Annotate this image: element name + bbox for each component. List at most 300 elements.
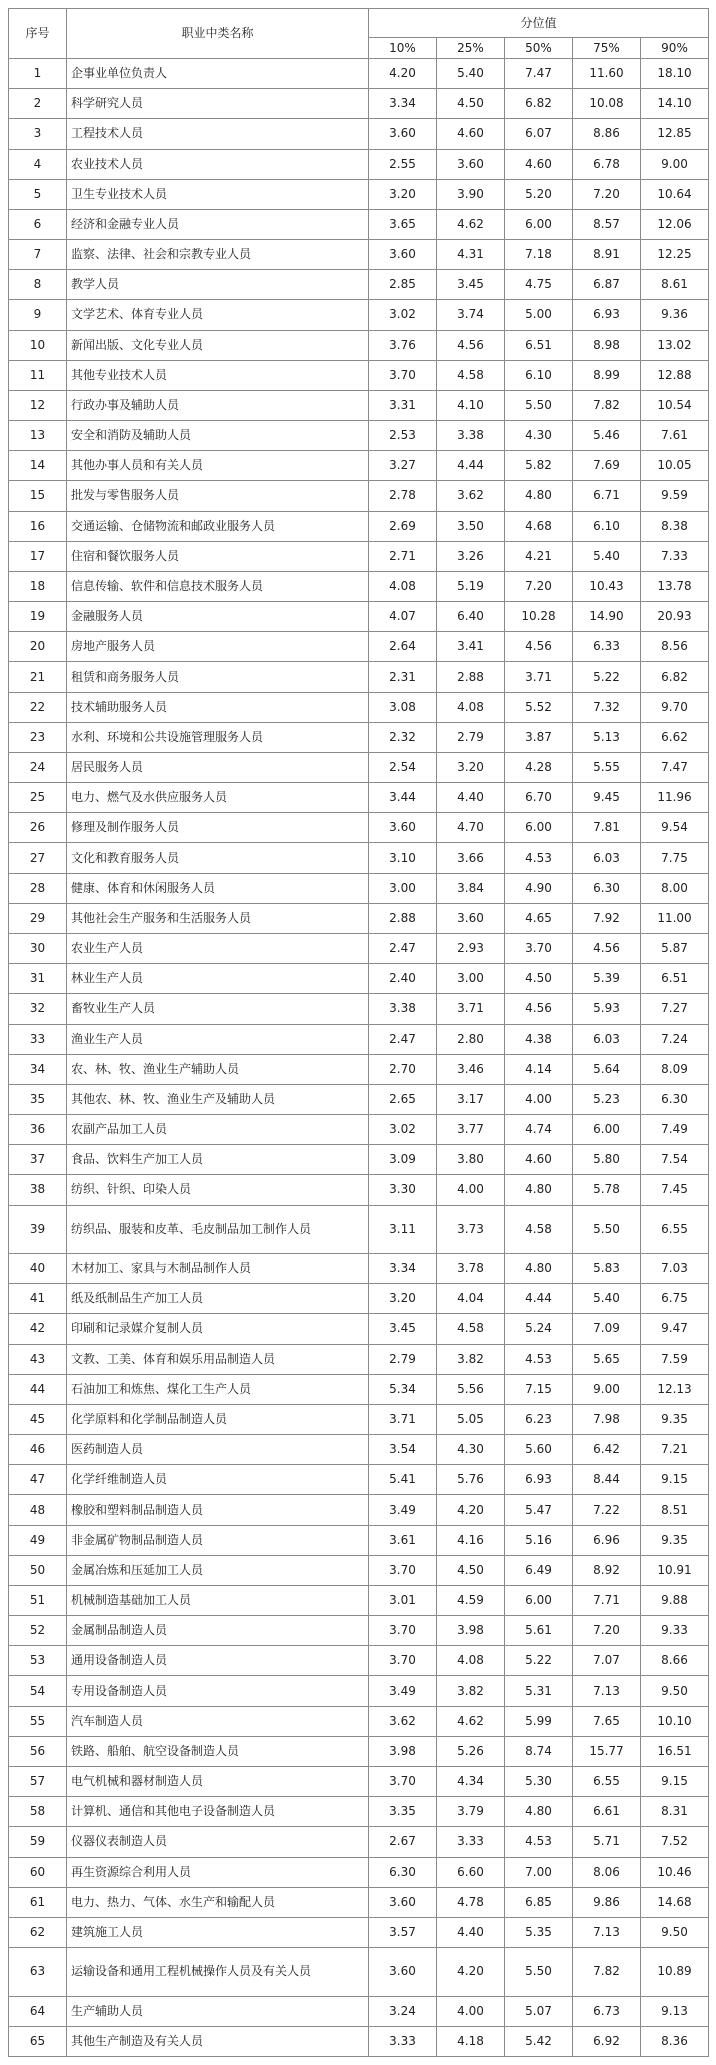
- percentile-value: 4.62: [437, 209, 505, 239]
- percentile-value: 5.07: [505, 1996, 573, 2026]
- percentile-value: 6.55: [641, 1205, 709, 1254]
- occupation-name: 其他农、林、牧、渔业生产及辅助人员: [67, 1084, 369, 1114]
- table-row: [9, 1254, 709, 1284]
- table-row: [9, 451, 709, 481]
- percentile-value: 5.55: [573, 752, 641, 782]
- occupation-name: 渔业生产人员: [67, 1024, 369, 1054]
- percentile-value: 5.60: [505, 1435, 573, 1465]
- percentile-value: 4.78: [437, 1887, 505, 1917]
- table-row: [9, 1054, 709, 1084]
- percentile-value: 6.49: [505, 1555, 573, 1585]
- percentile-value: 6.92: [573, 2026, 641, 2056]
- percentile-value: 4.60: [437, 119, 505, 149]
- percentile-value: 4.68: [505, 511, 573, 541]
- percentile-value: 6.00: [573, 1115, 641, 1145]
- percentile-value: 14.68: [641, 1887, 709, 1917]
- percentile-value: 6.10: [573, 511, 641, 541]
- percentile-value: 8.74: [505, 1736, 573, 1766]
- percentile-value: 2.54: [369, 752, 437, 782]
- table-row: [9, 783, 709, 813]
- percentile-value: 4.20: [437, 1495, 505, 1525]
- percentile-value: 5.34: [369, 1374, 437, 1404]
- percentile-value: 3.73: [437, 1205, 505, 1254]
- percentile-value: 4.58: [437, 1314, 505, 1344]
- percentile-value: 6.30: [573, 873, 641, 903]
- row-index: 12: [9, 390, 67, 420]
- row-index: 10: [9, 330, 67, 360]
- percentile-value: 4.80: [505, 481, 573, 511]
- percentile-value: 3.60: [369, 813, 437, 843]
- row-index: 58: [9, 1797, 67, 1827]
- percentile-value: 3.98: [437, 1616, 505, 1646]
- percentile-value: 3.08: [369, 692, 437, 722]
- percentile-value: 6.30: [369, 1857, 437, 1887]
- percentile-value: 3.02: [369, 1115, 437, 1145]
- header-percentile: 90%: [641, 38, 709, 59]
- percentile-value: 4.28: [505, 752, 573, 782]
- table-row: [9, 1145, 709, 1175]
- percentile-value: 9.15: [641, 1766, 709, 1796]
- occupation-name: 金属制品制造人员: [67, 1616, 369, 1646]
- percentile-value: 2.93: [437, 933, 505, 963]
- percentile-value: 7.24: [641, 1024, 709, 1054]
- row-index: 62: [9, 1917, 67, 1947]
- table-row: [9, 602, 709, 632]
- percentile-value: 4.80: [505, 1175, 573, 1205]
- percentile-value: 3.34: [369, 1254, 437, 1284]
- percentile-value: 4.50: [437, 1555, 505, 1585]
- percentile-value: 7.75: [641, 843, 709, 873]
- percentile-table: [8, 8, 709, 2057]
- percentile-value: 7.81: [573, 813, 641, 843]
- percentile-value: 12.13: [641, 1374, 709, 1404]
- percentile-value: 6.73: [573, 1996, 641, 2026]
- percentile-value: 5.35: [505, 1917, 573, 1947]
- percentile-value: 6.30: [641, 1084, 709, 1114]
- occupation-name: 安全和消防及辅助人员: [67, 421, 369, 451]
- percentile-value: 4.40: [437, 783, 505, 813]
- percentile-value: 6.00: [505, 1585, 573, 1615]
- percentile-value: 7.20: [573, 1616, 641, 1646]
- table-row: [9, 481, 709, 511]
- percentile-value: 8.61: [641, 270, 709, 300]
- percentile-value: 8.36: [641, 2026, 709, 2056]
- table-row: [9, 1917, 709, 1947]
- occupation-name: 农业生产人员: [67, 933, 369, 963]
- occupation-name: 企事业单位负责人: [67, 59, 369, 89]
- percentile-value: 5.00: [505, 300, 573, 330]
- occupation-name: 电气机械和器材制造人员: [67, 1766, 369, 1796]
- occupation-name: 卫生专业技术人员: [67, 179, 369, 209]
- percentile-value: 4.62: [437, 1706, 505, 1736]
- percentile-value: 4.08: [437, 692, 505, 722]
- percentile-value: 5.40: [437, 59, 505, 89]
- occupation-name: 化学原料和化学制品制造人员: [67, 1404, 369, 1434]
- percentile-value: 10.10: [641, 1706, 709, 1736]
- percentile-value: 2.69: [369, 511, 437, 541]
- occupation-name: 文学艺术、体育专业人员: [67, 300, 369, 330]
- percentile-value: 6.23: [505, 1404, 573, 1434]
- percentile-value: 3.01: [369, 1585, 437, 1615]
- row-index: 48: [9, 1495, 67, 1525]
- percentile-value: 4.56: [573, 933, 641, 963]
- occupation-name: 通用设备制造人员: [67, 1646, 369, 1676]
- percentile-value: 5.93: [573, 994, 641, 1024]
- percentile-value: 3.71: [505, 662, 573, 692]
- percentile-value: 3.60: [437, 903, 505, 933]
- row-index: 53: [9, 1646, 67, 1676]
- percentile-value: 7.45: [641, 1175, 709, 1205]
- percentile-value: 4.53: [505, 1344, 573, 1374]
- percentile-value: 8.51: [641, 1495, 709, 1525]
- percentile-value: 20.93: [641, 602, 709, 632]
- percentile-value: 3.17: [437, 1084, 505, 1114]
- row-index: 50: [9, 1555, 67, 1585]
- percentile-value: 8.66: [641, 1646, 709, 1676]
- percentile-value: 5.78: [573, 1175, 641, 1205]
- percentile-value: 3.20: [437, 752, 505, 782]
- percentile-value: 3.61: [369, 1525, 437, 1555]
- percentile-value: 4.20: [369, 59, 437, 89]
- table-row: [9, 1948, 709, 1997]
- percentile-value: 7.52: [641, 1827, 709, 1857]
- header-percentile-group: 分位值: [369, 9, 709, 38]
- row-index: 25: [9, 783, 67, 813]
- percentile-value: 3.38: [369, 994, 437, 1024]
- percentile-value: 4.18: [437, 2026, 505, 2056]
- percentile-value: 3.41: [437, 632, 505, 662]
- table-row: [9, 421, 709, 451]
- percentile-value: 5.22: [505, 1646, 573, 1676]
- occupation-name: 印刷和记录媒介复制人员: [67, 1314, 369, 1344]
- percentile-value: 5.40: [573, 1284, 641, 1314]
- percentile-value: 2.32: [369, 722, 437, 752]
- occupation-name: 其他生产制造及有关人员: [67, 2026, 369, 2056]
- percentile-value: 5.50: [505, 390, 573, 420]
- percentile-value: 8.57: [573, 209, 641, 239]
- percentile-value: 2.64: [369, 632, 437, 662]
- occupation-name: 计算机、通信和其他电子设备制造人员: [67, 1797, 369, 1827]
- percentile-value: 3.71: [437, 994, 505, 1024]
- percentile-value: 8.09: [641, 1054, 709, 1084]
- row-index: 42: [9, 1314, 67, 1344]
- percentile-value: 3.70: [369, 1555, 437, 1585]
- percentile-value: 7.20: [573, 179, 641, 209]
- row-index: 63: [9, 1948, 67, 1997]
- percentile-value: 10.28: [505, 602, 573, 632]
- percentile-value: 5.61: [505, 1616, 573, 1646]
- percentile-value: 6.55: [573, 1766, 641, 1796]
- percentile-value: 5.16: [505, 1525, 573, 1555]
- occupation-name: 电力、燃气及水供应服务人员: [67, 783, 369, 813]
- percentile-value: 10.54: [641, 390, 709, 420]
- percentile-value: 3.76: [369, 330, 437, 360]
- percentile-value: 4.80: [505, 1254, 573, 1284]
- percentile-value: 5.42: [505, 2026, 573, 2056]
- occupation-name: 金属冶炼和压延加工人员: [67, 1555, 369, 1585]
- occupation-name: 文教、工美、体育和娱乐用品制造人员: [67, 1344, 369, 1374]
- percentile-value: 3.38: [437, 421, 505, 451]
- table-row: [9, 1344, 709, 1374]
- table-row: [9, 1857, 709, 1887]
- table-row: [9, 1404, 709, 1434]
- percentile-value: 4.44: [505, 1284, 573, 1314]
- occupation-name: 建筑施工人员: [67, 1917, 369, 1947]
- percentile-value: 7.82: [573, 1948, 641, 1997]
- table-row: [9, 89, 709, 119]
- percentile-value: 4.70: [437, 813, 505, 843]
- percentile-value: 2.40: [369, 964, 437, 994]
- percentile-value: 6.07: [505, 119, 573, 149]
- percentile-value: 10.08: [573, 89, 641, 119]
- table-row: [9, 1525, 709, 1555]
- percentile-value: 3.90: [437, 179, 505, 209]
- percentile-value: 4.53: [505, 1827, 573, 1857]
- percentile-value: 7.27: [641, 994, 709, 1024]
- percentile-value: 4.30: [505, 421, 573, 451]
- percentile-value: 5.82: [505, 451, 573, 481]
- row-index: 57: [9, 1766, 67, 1796]
- percentile-value: 5.65: [573, 1344, 641, 1374]
- occupation-name: 电力、热力、气体、水生产和输配人员: [67, 1887, 369, 1917]
- table-row: [9, 752, 709, 782]
- percentile-value: 2.79: [369, 1344, 437, 1374]
- percentile-value: 4.10: [437, 390, 505, 420]
- percentile-value: 14.90: [573, 602, 641, 632]
- occupation-name: 批发与零售服务人员: [67, 481, 369, 511]
- percentile-value: 7.47: [505, 59, 573, 89]
- percentile-value: 9.47: [641, 1314, 709, 1344]
- table-row: [9, 1084, 709, 1114]
- percentile-value: 8.91: [573, 240, 641, 270]
- percentile-value: 3.84: [437, 873, 505, 903]
- row-index: 31: [9, 964, 67, 994]
- percentile-value: 3.82: [437, 1676, 505, 1706]
- row-index: 33: [9, 1024, 67, 1054]
- percentile-value: 4.08: [369, 571, 437, 601]
- table-row: [9, 1736, 709, 1766]
- percentile-value: 10.05: [641, 451, 709, 481]
- occupation-name: 纺织、针织、印染人员: [67, 1175, 369, 1205]
- row-index: 6: [9, 209, 67, 239]
- percentile-value: 5.31: [505, 1676, 573, 1706]
- row-index: 3: [9, 119, 67, 149]
- table-row: [9, 1706, 709, 1736]
- percentile-value: 6.85: [505, 1887, 573, 1917]
- row-index: 34: [9, 1054, 67, 1084]
- percentile-value: 6.40: [437, 602, 505, 632]
- percentile-value: 2.70: [369, 1054, 437, 1084]
- row-index: 41: [9, 1284, 67, 1314]
- percentile-value: 5.80: [573, 1145, 641, 1175]
- percentile-value: 7.69: [573, 451, 641, 481]
- row-index: 39: [9, 1205, 67, 1254]
- percentile-value: 4.38: [505, 1024, 573, 1054]
- row-index: 27: [9, 843, 67, 873]
- table-row: [9, 873, 709, 903]
- percentile-value: 10.43: [573, 571, 641, 601]
- percentile-value: 12.06: [641, 209, 709, 239]
- percentile-value: 3.82: [437, 1344, 505, 1374]
- percentile-value: 9.13: [641, 1996, 709, 2026]
- percentile-value: 7.61: [641, 421, 709, 451]
- percentile-value: 10.46: [641, 1857, 709, 1887]
- table-row: [9, 240, 709, 270]
- percentile-value: 4.16: [437, 1525, 505, 1555]
- percentile-value: 3.10: [369, 843, 437, 873]
- occupation-name: 经济和金融专业人员: [67, 209, 369, 239]
- percentile-value: 3.65: [369, 209, 437, 239]
- row-index: 36: [9, 1115, 67, 1145]
- row-index: 47: [9, 1465, 67, 1495]
- occupation-name: 金融服务人员: [67, 602, 369, 632]
- occupation-name: 住宿和餐饮服务人员: [67, 541, 369, 571]
- row-index: 44: [9, 1374, 67, 1404]
- percentile-value: 3.11: [369, 1205, 437, 1254]
- percentile-value: 9.35: [641, 1404, 709, 1434]
- percentile-value: 4.30: [437, 1435, 505, 1465]
- percentile-value: 12.88: [641, 360, 709, 390]
- row-index: 38: [9, 1175, 67, 1205]
- row-index: 46: [9, 1435, 67, 1465]
- percentile-value: 2.55: [369, 149, 437, 179]
- percentile-value: 4.20: [437, 1948, 505, 1997]
- table-row: [9, 149, 709, 179]
- percentile-value: 6.70: [505, 783, 573, 813]
- occupation-name: 再生资源综合利用人员: [67, 1857, 369, 1887]
- row-index: 15: [9, 481, 67, 511]
- percentile-value: 8.38: [641, 511, 709, 541]
- percentile-value: 4.58: [505, 1205, 573, 1254]
- table-row: [9, 1616, 709, 1646]
- percentile-value: 4.60: [505, 1145, 573, 1175]
- percentile-value: 12.25: [641, 240, 709, 270]
- table-row: [9, 1435, 709, 1465]
- percentile-value: 8.06: [573, 1857, 641, 1887]
- percentile-value: 5.56: [437, 1374, 505, 1404]
- percentile-value: 3.79: [437, 1797, 505, 1827]
- row-index: 54: [9, 1676, 67, 1706]
- occupation-name: 仪器仪表制造人员: [67, 1827, 369, 1857]
- percentile-value: 5.05: [437, 1404, 505, 1434]
- occupation-name: 教学人员: [67, 270, 369, 300]
- percentile-value: 3.02: [369, 300, 437, 330]
- percentile-value: 5.76: [437, 1465, 505, 1495]
- percentile-value: 5.41: [369, 1465, 437, 1495]
- row-index: 60: [9, 1857, 67, 1887]
- percentile-value: 7.47: [641, 752, 709, 782]
- percentile-value: 3.98: [369, 1736, 437, 1766]
- percentile-value: 3.80: [437, 1145, 505, 1175]
- percentile-value: 9.86: [573, 1887, 641, 1917]
- percentile-value: 4.75: [505, 270, 573, 300]
- percentile-value: 13.02: [641, 330, 709, 360]
- occupation-name: 健康、体育和休闲服务人员: [67, 873, 369, 903]
- percentile-value: 10.64: [641, 179, 709, 209]
- percentile-value: 3.60: [437, 149, 505, 179]
- percentile-value: 3.70: [369, 1646, 437, 1676]
- table-row: [9, 692, 709, 722]
- table-row: [9, 722, 709, 752]
- percentile-value: 9.35: [641, 1525, 709, 1555]
- occupation-name: 居民服务人员: [67, 752, 369, 782]
- percentile-value: 2.53: [369, 421, 437, 451]
- percentile-value: 5.50: [505, 1948, 573, 1997]
- percentile-value: 9.45: [573, 783, 641, 813]
- header-percentile: 50%: [505, 38, 573, 59]
- percentile-value: 4.90: [505, 873, 573, 903]
- percentile-value: 5.23: [573, 1084, 641, 1114]
- percentile-value: 4.40: [437, 1917, 505, 1947]
- percentile-value: 2.88: [369, 903, 437, 933]
- percentile-value: 7.18: [505, 240, 573, 270]
- row-index: 23: [9, 722, 67, 752]
- percentile-value: 6.93: [505, 1465, 573, 1495]
- percentile-value: 15.77: [573, 1736, 641, 1766]
- percentile-value: 6.03: [573, 1024, 641, 1054]
- table-row: [9, 511, 709, 541]
- percentile-value: 3.26: [437, 541, 505, 571]
- row-index: 5: [9, 179, 67, 209]
- occupation-name: 农业技术人员: [67, 149, 369, 179]
- percentile-value: 4.53: [505, 843, 573, 873]
- table-row: [9, 2026, 709, 2056]
- percentile-value: 3.70: [369, 1766, 437, 1796]
- occupation-name: 其他办事人员和有关人员: [67, 451, 369, 481]
- percentile-value: 7.03: [641, 1254, 709, 1284]
- percentile-value: 8.31: [641, 1797, 709, 1827]
- percentile-value: 9.00: [641, 149, 709, 179]
- percentile-value: 2.85: [369, 270, 437, 300]
- percentile-value: 3.30: [369, 1175, 437, 1205]
- percentile-value: 6.51: [641, 964, 709, 994]
- percentile-value: 8.86: [573, 119, 641, 149]
- percentile-value: 7.32: [573, 692, 641, 722]
- occupation-name: 行政办事及辅助人员: [67, 390, 369, 420]
- percentile-value: 3.49: [369, 1495, 437, 1525]
- percentile-value: 3.60: [369, 119, 437, 149]
- percentile-value: 4.07: [369, 602, 437, 632]
- percentile-value: 5.83: [573, 1254, 641, 1284]
- row-index: 22: [9, 692, 67, 722]
- row-index: 65: [9, 2026, 67, 2056]
- row-index: 9: [9, 300, 67, 330]
- occupation-name: 科学研究人员: [67, 89, 369, 119]
- percentile-value: 3.27: [369, 451, 437, 481]
- percentile-value: 11.60: [573, 59, 641, 89]
- percentile-value: 8.99: [573, 360, 641, 390]
- row-index: 61: [9, 1887, 67, 1917]
- percentile-value: 7.49: [641, 1115, 709, 1145]
- percentile-value: 7.13: [573, 1676, 641, 1706]
- percentile-value: 4.34: [437, 1766, 505, 1796]
- percentile-value: 7.54: [641, 1145, 709, 1175]
- table-row: [9, 1555, 709, 1585]
- occupation-name: 纸及纸制品生产加工人员: [67, 1284, 369, 1314]
- percentile-value: 7.59: [641, 1344, 709, 1374]
- occupation-name: 石油加工和炼焦、煤化工生产人员: [67, 1374, 369, 1404]
- percentile-value: 7.21: [641, 1435, 709, 1465]
- table-row: [9, 933, 709, 963]
- occupation-name: 水利、环境和公共设施管理服务人员: [67, 722, 369, 752]
- percentile-value: 3.71: [369, 1404, 437, 1434]
- percentile-value: 5.46: [573, 421, 641, 451]
- percentile-value: 2.80: [437, 1024, 505, 1054]
- percentile-value: 2.71: [369, 541, 437, 571]
- row-index: 21: [9, 662, 67, 692]
- occupation-name: 铁路、船舶、航空设备制造人员: [67, 1736, 369, 1766]
- percentile-value: 6.61: [573, 1797, 641, 1827]
